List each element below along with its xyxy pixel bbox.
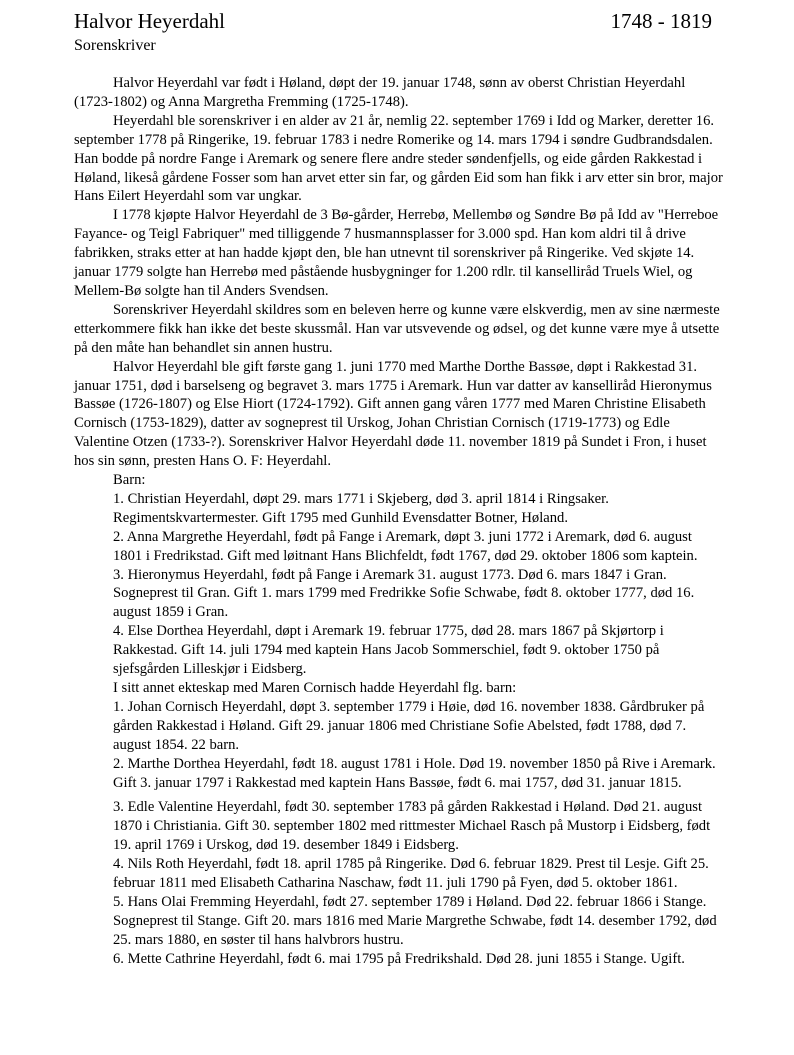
child-entry: 2. Anna Margrethe Heyerdahl, født på Fange i Aremark, døpt 3. juni 1772 i Aremark, død 6. august 1801 i Fredrikstad. Gift med løitnant Hans Blichfeldt, født 1767, død 29. oktober 1806 som kaptein. <box>113 528 698 564</box>
child-entry: 4. Nils Roth Heyerdahl, født 18. april 1785 på Ringerike. Død 6. februar 1829. Prest til Lesje. Gift 25. februar 1811 med Elisabeth Catharina Naschaw, født 11. juli 1790 på Fyen, død 5. oktober 1861. <box>113 856 709 892</box>
person-name-title: Halvor Heyerdahl <box>74 9 226 33</box>
child-entry: 6. Mette Cathrine Heyerdahl, født 6. mai 1795 på Fredrikshald. Død 28. juni 1855 i Stange. Ugift. <box>113 950 685 967</box>
bio-paragraph-character: Sorenskriver Heyerdahl skildres som en beleven herre og kunne være elskverdig, men av sine nærmeste etterkommere fikk han ikke det beste skussmål. Han var utsvevende og ødsel, og det kunne være mye å utsette på den måte han behandlet sin annen hustru. <box>74 301 720 356</box>
bio-paragraph-marriages: Halvor Heyerdahl ble gift første gang 1. juni 1770 med Marthe Dorthe Bassøe, døpt i Rakkestad 31. januar 1751, død i barselseng og begravet 3. mars 1775 i Aremark. Hun var datter av kanselliråd Hieronymus Bassøe (1726-1807) og Else Hiort (1724-1792). Gift annen gang våren 1777 med Maren Christine Elisabeth Cornisch (1753-1829), datter av sogneprest til Urskog, Johan Christian Cornisch (1719-1773) og Edle Valentine Otzen (1733-?). Sorenskriver Halvor Heyerdahl døde 11. november 1819 på Sundet i Fron, i huset hos sin sønn, presten Hans O. F: Heyerdahl. <box>74 358 712 470</box>
bio-paragraph-birth: Halvor Heyerdahl var født i Høland, døpt der 19. januar 1748, sønn av oberst Christian Heyerdahl (1723-1802) og Anna Margretha Fremming (1725-1748). <box>74 75 686 110</box>
biography-body <box>74 74 724 969</box>
child-entry: 4. Else Dorthea Heyerdahl, døpt i Aremark 19. februar 1775, død 28. mars 1867 på Skjørtorp i Rakkestad. Gift 14. juli 1794 med kaptein Hans Jacob Sommerschiel, født 9. oktober 1750 på sjefsgården Lilleskjør i Eidsberg. <box>113 623 664 678</box>
children-heading: Barn: <box>113 472 146 489</box>
child-entry: 1. Christian Heyerdahl, døpt 29. mars 1771 i Skjeberg, død 3. april 1814 i Ringsaker. Regimentskvartermester. Gift 1795 med Gunhild Evensdatter Botner, Høland. <box>113 490 609 526</box>
life-years: 1748 - 1819 <box>610 9 712 33</box>
child-entry: 5. Hans Olai Fremming Heyerdahl, født 27. september 1789 i Høland. Død 22. februar 1866 i Stange. Sogneprest til Stange. Gift 20. mars 1816 med Marie Margrethe Schwabe, født 14. desember 1792, død 25. mars 1880, en søster til hans halvbrors hustru. <box>113 893 717 948</box>
second-marriage-heading: I sitt annet ekteskap med Maren Cornisch hadde Heyerdahl flg. barn: <box>113 680 517 696</box>
child-entry: 1. Johan Cornisch Heyerdahl, døpt 3. september 1779 i Høie, død 16. november 1838. Gårdbruker på gården Rakkestad i Høland. Gift 29. januar 1806 med Christiane Sofie Abelsted, født 1788, død 7. august 1854. 22 barn. <box>113 698 705 753</box>
document-page <box>74 8 724 969</box>
child-entry: 3. Edle Valentine Heyerdahl, født 30. september 1783 på gården Rakkestad i Høland. Død 21. august 1870 i Christiania. Gift 30. september 1802 med rittmester Michael Rasch på Mustorp i Eidsberg, født 19. april 1769 i Urskog, død 19. desember 1849 i Eidsberg. <box>113 799 711 854</box>
child-entry: 3. Hieronymus Heyerdahl, født på Fange i Aremark 31. august 1773. Død 6. mars 1847 i Gran. Sogneprest til Gran. Gift 1. mars 1799 med Fredrikke Sofie Schwabe, født 8. oktober 1777, død 16. august 1859 i Gran. <box>113 566 695 621</box>
occupation-subtitle: Sorenskriver <box>74 37 156 54</box>
bio-paragraph-purchase: I 1778 kjøpte Halvor Heyerdahl de 3 Bø-gårder, Herrebø, Mellembø og Søndre Bø på Idd av "Herreboe Fayance- og Teigl Fabriquer" med tilliggende 7 husmannsplasser for 3.000 spd. Han kom aldri til å drive fabrikken, straks etter at han hadde kjøpt den, ble han utnevnt til sorenskriver på Ringerike. Ved skjøte 14. januar 1779 solgte han Herrebø med påstående husbygninger for 1.200 rdlr. til kanselliråd Truels Wiel, og Mellem-Bø solgte han til Anders Svendsen. <box>74 207 719 299</box>
child-entry: 2. Marthe Dorthea Heyerdahl, født 18. august 1781 i Hole. Død 19. november 1850 på Rive i Aremark. Gift 3. januar 1797 i Rakkestad med kaptein Hans Bassøe, født 6. mai 1757, død 31. januar 1815. <box>113 755 716 791</box>
document-header <box>74 8 724 34</box>
bio-paragraph-career: Heyerdahl ble sorenskriver i en alder av 21 år, nemlig 22. september 1769 i Idd og Marker, deretter 16. september 1778 på Ringerike, 19. februar 1783 i nedre Romerike og 14. mars 1794 i søndre Gudbrandsdalen. Han bodde på nordre Fange i Aremark og senere flere andre steder søndenfjells, og eide gården Rakkestad i Høland, likeså gårdene Fosser som han arvet etter sin far, og gården Eid som han fikk i arv etter sin bror, major Hans Eilert Heyerdahl som var ungkar. <box>74 112 723 205</box>
